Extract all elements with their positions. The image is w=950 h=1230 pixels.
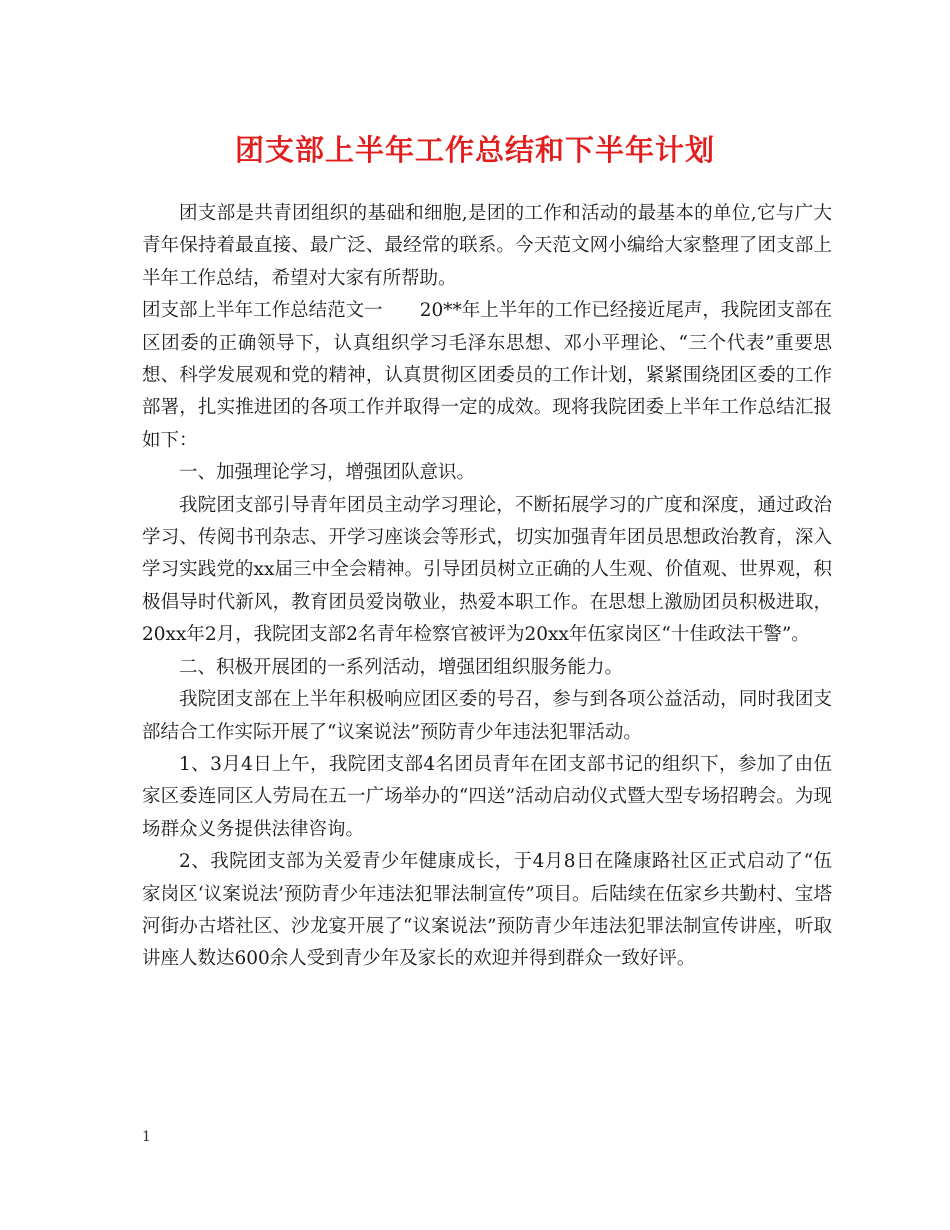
paragraph-summary-opening: 团支部上半年工作总结范文一 20**年上半年的工作已经接近尾声，我院团支部在区团委的正确领导下，认真组织学习毛泽东思想、邓小平理论、“三个代表”重要思想、科学发展观和党的精神，认真贯彻区团委员的工作计划，紧紧围绕团区委的工作部署，扎实推进团的各项工作并取得一定的成效。现将我院团委上半年工作总结汇报如下： <box>142 300 832 451</box>
paragraph-item-1: 1、3月4日上午，我院团支部4名团员青年在团支部书记的组织下，参加了由伍家区委连同区人劳局在五一广场举办的“四送”活动启动仪式暨大型专场招聘会。为现场群众义务提供法律咨询。 <box>142 753 832 840</box>
document-body <box>142 198 832 976</box>
paragraph-theory-study: 我院团支部引导青年团员主动学习理论，不断拓展学习的广度和深度，通过政治学习、传阅书刊杂志、开学习座谈会等形式，切实加强青年团员思想政治教育，深入学习实践党的xx届三中全会精神。引导团员树立正确的人生观、价值观、世界观，积极倡导时代新风，教育团员爱岗敬业，热爱本职工作。在思想上激励团员积极进取，20xx年2月，我院团支部2名青年检察官被评为20xx年伍家岗区“十佳政法干警”。 <box>142 494 832 646</box>
section-heading-2: 二、积极开展团的一系列活动，增强团组织服务能力。 <box>179 656 624 678</box>
page-number: 1 <box>142 1129 151 1145</box>
paragraph-item-2: 2、我院团支部为关爱青少年健康成长，于4月8日在隆康路社区正式启动了“伍家岗区‘议案说法’预防青少年违法犯罪法制宣传”项目。后陆续在伍家乡共勤村、宝塔河街办古塔社区、沙龙宴开展了“议案说法”预防青少年违法犯罪法制宣传讲座，听取讲座人数达600余人受到青少年及家长的欢迎并得到群众一致好评。 <box>142 851 832 970</box>
paragraph-intro: 团支部是共青团组织的基础和细胞,是团的工作和活动的最基本的单位,它与广大青年保持着最直接、最广泛、最经常的联系。今天范文网小编给大家整理了团支部上半年工作总结，希望对大家有所帮助。 <box>142 203 832 289</box>
document-title: 团支部上半年工作总结和下半年计划 <box>234 133 715 167</box>
paragraph-activities: 我院团支部在上半年积极响应团区委的号召，参与到各项公益活动，同时我团支部结合工作实际开展了“议案说法”预防青少年违法犯罪活动。 <box>142 689 832 743</box>
section-heading-1: 一、加强理论学习，增强团队意识。 <box>179 462 476 484</box>
